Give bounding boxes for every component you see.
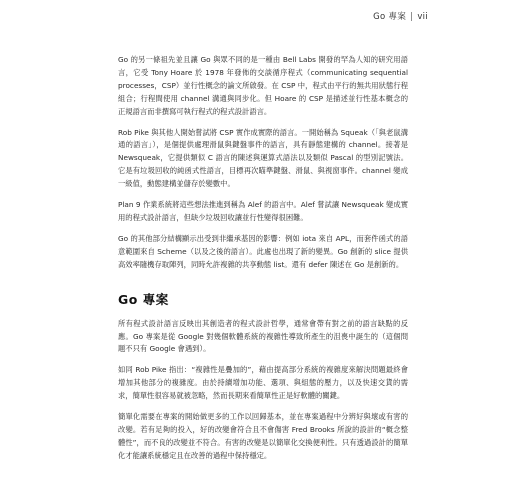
paragraph-alef: Plan 9 作業系統將這些想法推進到稱為 Alef 的語言中。Alef 嘗試讓 Newsqueak 變成實用的程式設計語言，但缺少垃圾回收讓並行性變得很困難。	[118, 200, 408, 222]
paragraph-other-influences: Go 的其他部分結構顯示出受到非繼承基因的影響：例如 iota 來自 APL，而套件函式的語意範圍來自 Scheme（以及之後的語言）。此處也出現了新的變異。Go 創新的 slice 提供高效率隨機存取陣列，同時允許複雜的共享動態 list。還有 defer 陳述在 Go 是創新的。	[118, 233, 408, 269]
section-heading: Go 專案	[118, 291, 169, 307]
paragraph-design-philosophy: 所有程式設計語言反映出其創造者的程式設計哲學，通常會帶有對之前的語言缺點的反應。Go 專案是從 Google 對幾個軟體系統的複雜性導致所產生的沮喪中誕生的（這個問題不只有 Google 會遇到）。	[118, 318, 408, 354]
paragraph-simplicity: 簡單化需要在專案的開始做更多的工作以回歸基本，並在專案過程中分辨好與壞或有害的改變。若有足夠的投入，好的改變會符合且不會傷害 Fred Brooks 所說的設計的“概念整體性”，而不良的改變並不符合。有害的改變是以簡單化交換便利性。只有透過設計的簡單化才能讓系統穩定且在改善的過程中保持穩定。	[118, 412, 408, 460]
body-text	[118, 54, 408, 471]
paragraph-go-csp-origins: Go 的另一條祖先並且讓 Go 與眾不同的是一種由 Bell Labs 開發的罕為人知的研究用語言，它受 Tony Hoare 於 1978 年發佈的交談循序程式（communicating sequential processes，CSP）並行性概念的論文所啟發。在 CSP 中，程式由平行的無共用狀態行程組合；行程間使用 channel 溝通與同步化。但 Hoare 的 CSP 是描述並行性基本概念的正規語言而非撰寫可執行程式的程式設計語言。	[118, 55, 408, 116]
page-number: vii	[417, 12, 428, 22]
running-header	[373, 10, 428, 22]
paragraph-complexity: 如同 Rob Pike 指出：“複雜性是疊加的”，藉由提高部分系統的複雜度來解決問題最終會增加其他部分的複雜度。由於持續增加功能、選項、與組態的壓力，以及快速交貨的需求，簡單性很容易就被忽略，然而長期來看簡單性正是好軟體的關鍵。	[118, 365, 408, 401]
header-separator: |	[410, 12, 414, 22]
paragraph-squeak-newsqueak: Rob Pike 與其他人開始嘗試將 CSP 實作成實際的語言。一開始稱為 Squeak（「與老鼠溝通的語言」），是個提供處理滑鼠與鍵盤事件的語言，具有靜態建構的 channel。接著是 Newsqueak，它提供類似 C 語言的陳述與運算式語法以及類似 Pascal 的型別記號法。它是有垃圾回收的純函式性語言，目標再次瞄準鍵盤、滑鼠、與視窗事件。channel 變成一級值，動態建構並儲存於變數中。	[118, 127, 408, 189]
header-title: Go 專案	[373, 12, 407, 22]
